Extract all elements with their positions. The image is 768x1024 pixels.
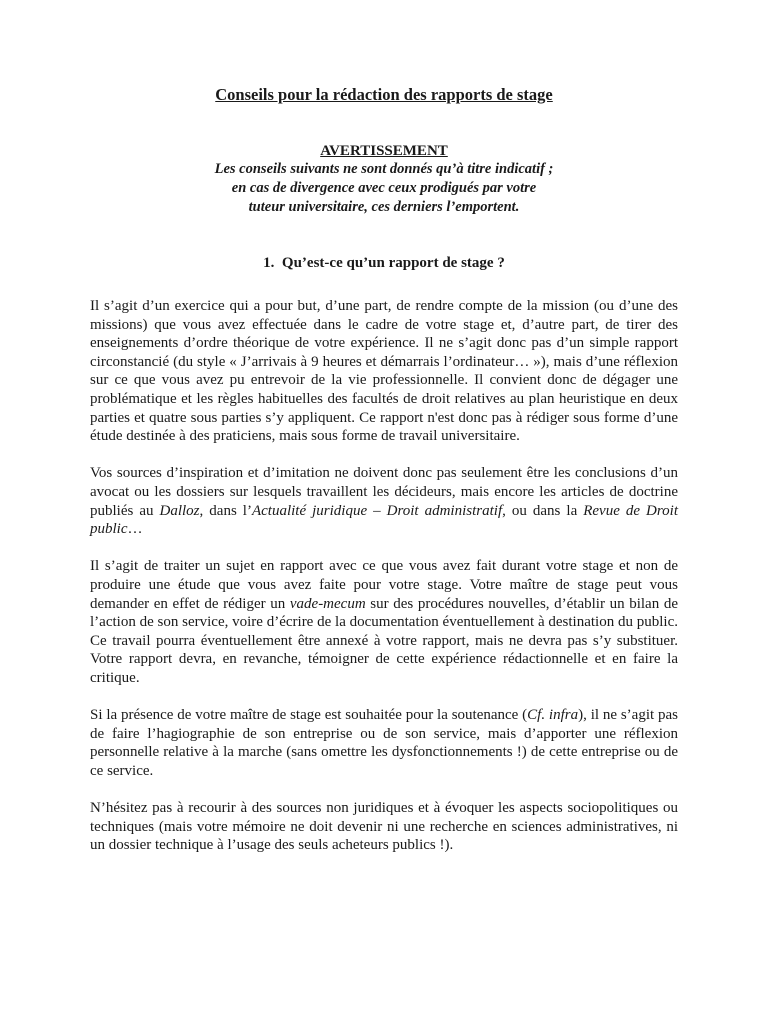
- italic-run: Actualité juridique – Droit administratif: [251, 502, 503, 519]
- section-heading: [90, 253, 678, 273]
- warning-line: Les conseils suivants ne sont donnés qu’à titre indicatif ;: [214, 161, 554, 177]
- paragraph-other-sources: N’hésitez pas à recourir à des sources non juridiques et à évoquer les aspects sociopolitiques ou techniques (mais votre mémoire ne doit devenir ni une recherche en sciences administratives, ni un dossier technique à l’usage des seuls acheteurs publics !).: [90, 800, 678, 854]
- text-run: …: [127, 521, 143, 538]
- warning-heading: AVERTISSEMENT: [320, 143, 448, 159]
- text-run: sur des procédures nouvelles, d’établir un bilan de l’action de son service, voire d’écrire de la documentation éventuellement à destination du public. Ce travail pourra éventuellement être annexé à votre rapport, mais ne devra pas s’y substituer. Votre rapport devra, en revanche, témoigner de cette expérience rédactionnelle et en faire la critique.: [90, 595, 678, 686]
- paragraph-supervisor: [90, 706, 678, 780]
- text-run: Vos sources d’inspiration et d’imitation ne doivent donc pas seulement être les conclusions d’un avocat ou les dossiers sur lesquels travaillent les décideurs, mais encore les articles de doctrine publiés au: [90, 465, 678, 519]
- text-run: Il s’agit de traiter un sujet en rapport avec ce que vous avez fait durant votre stage et non de produire une étude que vous avez faite pour votre stage. Votre maître de stage peut vous demander en effet de rédiger un: [90, 558, 678, 612]
- italic-run: Cf. infra: [527, 707, 579, 724]
- section-title: Qu’est-ce qu’un rapport de stage ?: [281, 255, 505, 271]
- italic-run: Revue de Droit public: [90, 502, 678, 538]
- document-page: [90, 84, 678, 855]
- paragraph-purpose: Il s’agit d’un exercice qui a pour but, d’une part, de rendre compte de la mission (ou d’une des missions) que vous avez effectuée dans le cadre de votre stage et, d’autre part, de tirer des enseignements d’ordre théorique de votre expérience. Il ne s’agit donc pas d’un simple rapport circonstancié (du style « J’arrivais à 9 heures et démarrais l’ordinateur… »), mais d’une réflexion sur ce que vous avez pu entrevoir de la vie professionnelle. Il convient donc de dégager une problématique et les règles habituelles des facultés de droit relatives au plan heuristique en deux parties et quatre sous parties s’y appliquent. Ce rapport n'est donc pas à rédiger sous forme d’une étude destinée à des praticiens, mais sous forme de travail universitaire.: [90, 298, 678, 445]
- warning-line: en cas de divergence avec ceux prodigués par votre: [231, 180, 537, 196]
- text-run: Si la présence de votre maître de stage est souhaitée pour la soutenance (: [90, 707, 528, 724]
- section-number: 1.: [263, 255, 275, 271]
- italic-run: Dalloz: [159, 502, 200, 519]
- text-run: ), il ne s’agit pas de faire l’hagiographie de son entreprise ou de son service, mais d’apporter une réflexion personnelle relative à la marche (sans omettre les dysfonctionnements !) de cette entreprise ou de ce service.: [90, 707, 679, 779]
- text-run: , ou dans la: [502, 502, 584, 519]
- document-title: Conseils pour la rédaction des rapports de stage: [215, 85, 553, 104]
- text-run: , dans l’: [199, 502, 252, 519]
- paragraph-subject: [90, 557, 678, 687]
- warning-line: tuteur universitaire, ces derniers l’emportent.: [248, 199, 520, 215]
- paragraph-sources: [90, 464, 678, 538]
- warning-notice: [90, 142, 678, 217]
- italic-run: vade-mecum: [289, 595, 366, 612]
